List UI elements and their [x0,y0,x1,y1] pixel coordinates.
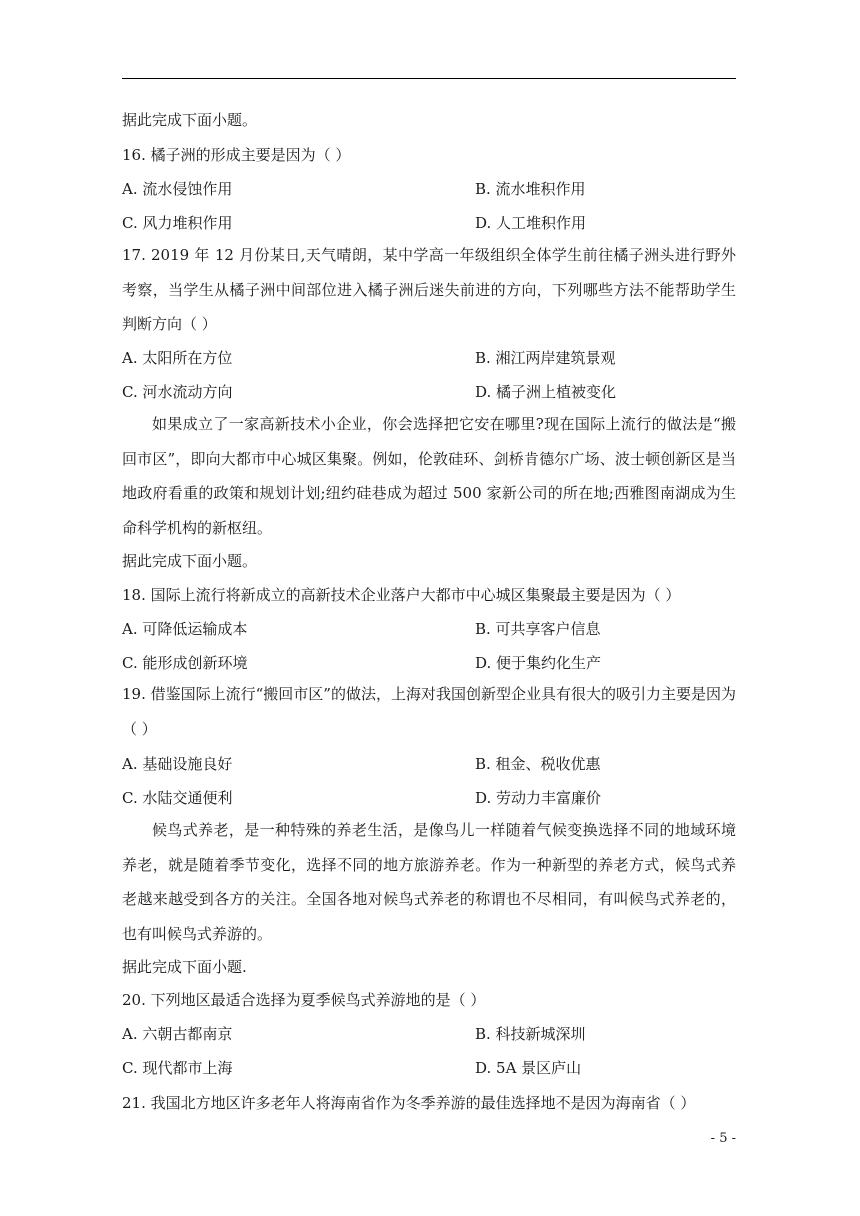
question-21-stem: 21. 我国北方地区许多老年人将海南省作为冬季养游的最佳选择地不是因为海南省（ ） [122,1094,696,1112]
q18-option-b: B. 可共享客户信息 [475,620,601,638]
instruction-text: 据此完成下面小题。 [122,111,258,129]
page-number: - 5 - [710,1131,736,1146]
passage-migratory-elderly-care: 候鸟式养老，是一种特殊的养老生活，是像鸟儿一样随着气候变换选择不同的地域环境养老，就是随着季节变化，选择不同的地方旅游养老。作为一种新型的养老方式，候鸟式养老越来越受到各方的关注。全国各地对候鸟式养老的称谓也不尽相同，有叫候鸟式养老的，也有叫候鸟式养游的。 [122,821,736,943]
q17-option-b: B. 湘江两岸建筑景观 [475,349,616,367]
q19-option-d: D. 劳动力丰富廉价 [475,789,602,807]
q19-option-b: B. 租金、税收优惠 [475,755,601,773]
q17-option-a: A. 太阳所在方位 [122,349,233,367]
passage-high-tech-enterprise: 如果成立了一家高新技术小企业，你会选择把它安在哪里?现在国际上流行的做法是“搬回市区”，即向大都市中心城区集聚。例如，伦敦硅环、剑桥肯德尔广场、波士顿创新区是当地政府看重的政策和规划计划;纽约硅巷成为超过 500 家新公司的所在地;西雅图南湖成为生命科学机构的新枢纽。 [122,415,736,537]
question-16-stem: 16. 橘子洲的形成主要是因为（ ） [122,146,351,164]
question-18-stem: 18. 国际上流行将新成立的高新技术企业落户大都市中心城区集聚最主要是因为（ ） [122,586,681,604]
question-19-stem: 19. 借鉴国际上流行“搬回市区”的做法，上海对我国创新型企业具有很大的吸引力主要是因为（ ） [122,685,736,738]
instruction-text: 据此完成下面小题. [122,958,247,976]
q16-option-c: C. 风力堆积作用 [122,214,233,232]
q18-option-c: C. 能形成创新环境 [122,654,248,672]
q16-option-b: B. 流水堆积作用 [475,180,586,198]
q20-option-c: C. 现代都市上海 [122,1059,233,1077]
q18-option-d: D. 便于集约化生产 [475,654,602,672]
q17-option-c: C. 河水流动方向 [122,383,233,401]
question-17-stem: 17. 2019 年 12 月份某日,天气晴朗，某中学高一年级组织全体学生前往橘子洲头进行野外考察，当学生从橘子洲中间部位进入橘子洲后迷失前进的方向，下列哪些方法不能帮助学生判断方向（ ） [122,246,736,333]
question-20-stem: 20. 下列地区最适合选择为夏季候鸟式养游地的是（ ） [122,991,486,1009]
q20-option-b: B. 科技新城深圳 [475,1025,586,1043]
q17-option-d: D. 橘子洲上植被变化 [475,383,617,401]
q16-option-a: A. 流水侵蚀作用 [122,180,233,198]
q20-option-a: A. 六朝古都南京 [122,1025,233,1043]
q19-option-c: C. 水陆交通便利 [122,789,233,807]
q18-option-a: A. 可降低运输成本 [122,620,248,638]
q16-option-d: D. 人工堆积作用 [475,214,587,232]
header-rule [122,78,736,79]
q19-option-a: A. 基础设施良好 [122,755,233,773]
q20-option-d: D. 5A 景区庐山 [475,1059,582,1077]
instruction-text: 据此完成下面小题。 [122,552,258,570]
